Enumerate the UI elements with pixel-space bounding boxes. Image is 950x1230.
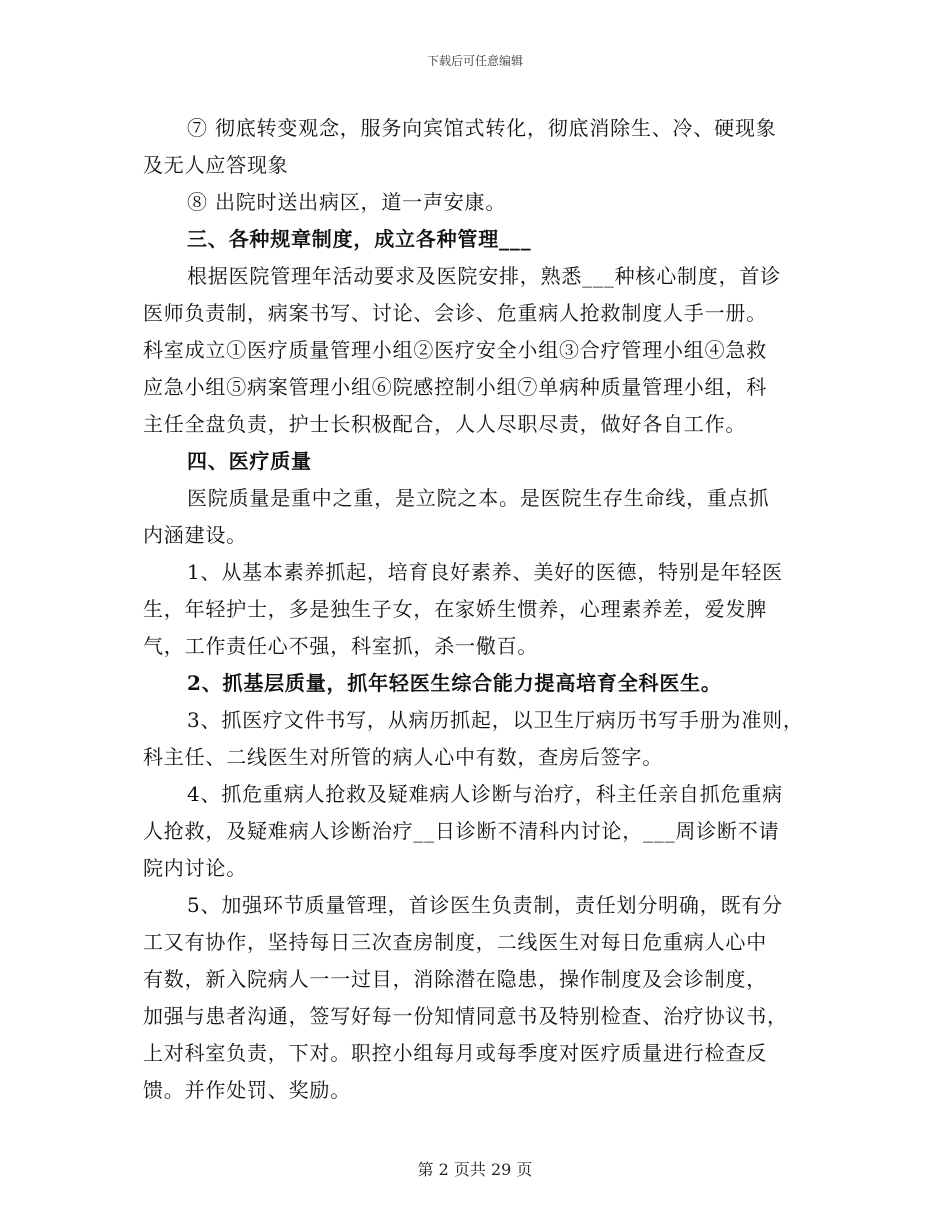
text-line: 医师负责制，病案书写、讨论、会诊、危重病人抢救制度人手一册。 bbox=[143, 301, 767, 325]
text-line: 馈。并作处罚、奖励。 bbox=[143, 1078, 351, 1102]
text-line: 医院质量是重中之重，是立院之本。是医院生存生命线，重点抓 bbox=[187, 486, 770, 510]
text-line: 院内讨论。 bbox=[143, 856, 247, 880]
document-body bbox=[143, 110, 808, 1109]
section-heading-line: 四、医疗质量 bbox=[187, 449, 312, 473]
text-line: 科主任、二线医生对所管的病人心中有数，查房后签字。 bbox=[143, 745, 663, 769]
text-line: 4、抓危重病人抢救及疑难病人诊断与治疗，科主任亲自抓危重病 bbox=[187, 782, 783, 806]
page-footer: 第 2 页共 29 页 bbox=[417, 1160, 533, 1179]
text-line: 有数，新入院病人一一过目，消除潜在隐患，操作制度及会诊制度， bbox=[143, 967, 767, 991]
section-heading-line: 三、各种规章制度，成立各种管理___ bbox=[187, 227, 532, 251]
text-line: 上对科室负责，下对。职控小组每月或每季度对医疗质量进行检查反 bbox=[143, 1041, 767, 1065]
text-line: 主任全盘负责，护士长积极配合，人人尽职尽责，做好各自工作。 bbox=[143, 412, 747, 436]
text-line: 3、抓医疗文件书写，从病历抓起，以卫生厅病历书写手册为准则， bbox=[187, 708, 804, 732]
text-line: 加强与患者沟通，签写好每一份知情同意书及特别检查、治疗协议书， bbox=[143, 1004, 788, 1028]
text-line: 1、从基本素养抓起，培育良好素养、美好的医德，特别是年轻医 bbox=[187, 560, 783, 584]
text-line: 5、加强环节质量管理，首诊医生负责制，责任划分明确，既有分 bbox=[187, 893, 783, 917]
text-line: 生，年轻护士，多是独生子女，在家娇生惯养，心理素养差，爱发脾 bbox=[143, 597, 767, 621]
text-line: ⑦ 彻底转变观念，服务向宾馆式转化，彻底消除生、冷、硬现象 bbox=[187, 116, 777, 140]
text-line: 及无人应答现象 bbox=[143, 153, 289, 177]
text-line: 气，工作责任心不强，科室抓，杀一儆百。 bbox=[143, 634, 539, 658]
text-line: ⑧ 出院时送出病区，道一声安康。 bbox=[187, 190, 507, 214]
text-line: 工又有协作，坚持每日三次查房制度，二线医生对每日危重病人心中 bbox=[143, 930, 767, 954]
page-header: 下载后可任意编辑 bbox=[426, 54, 523, 68]
text-line: 应急小组⑤病案管理小组⑥院感控制小组⑦单病种质量管理小组，科 bbox=[143, 375, 767, 399]
text-line: 人抢救，及疑难病人诊断治疗__日诊断不清科内讨论，___周诊断不请 bbox=[143, 819, 780, 843]
text-line: 根据医院管理年活动要求及医院安排，熟悉___种核心制度，首诊 bbox=[187, 264, 781, 288]
text-line: 科室成立①医疗质量管理小组②医疗安全小组③合疗管理小组④急救 bbox=[143, 338, 767, 362]
section-heading-line: 2、抓基层质量，抓年轻医生综合能力提高培育全科医生。 bbox=[187, 671, 722, 695]
text-line: 内涵建设。 bbox=[143, 523, 247, 547]
